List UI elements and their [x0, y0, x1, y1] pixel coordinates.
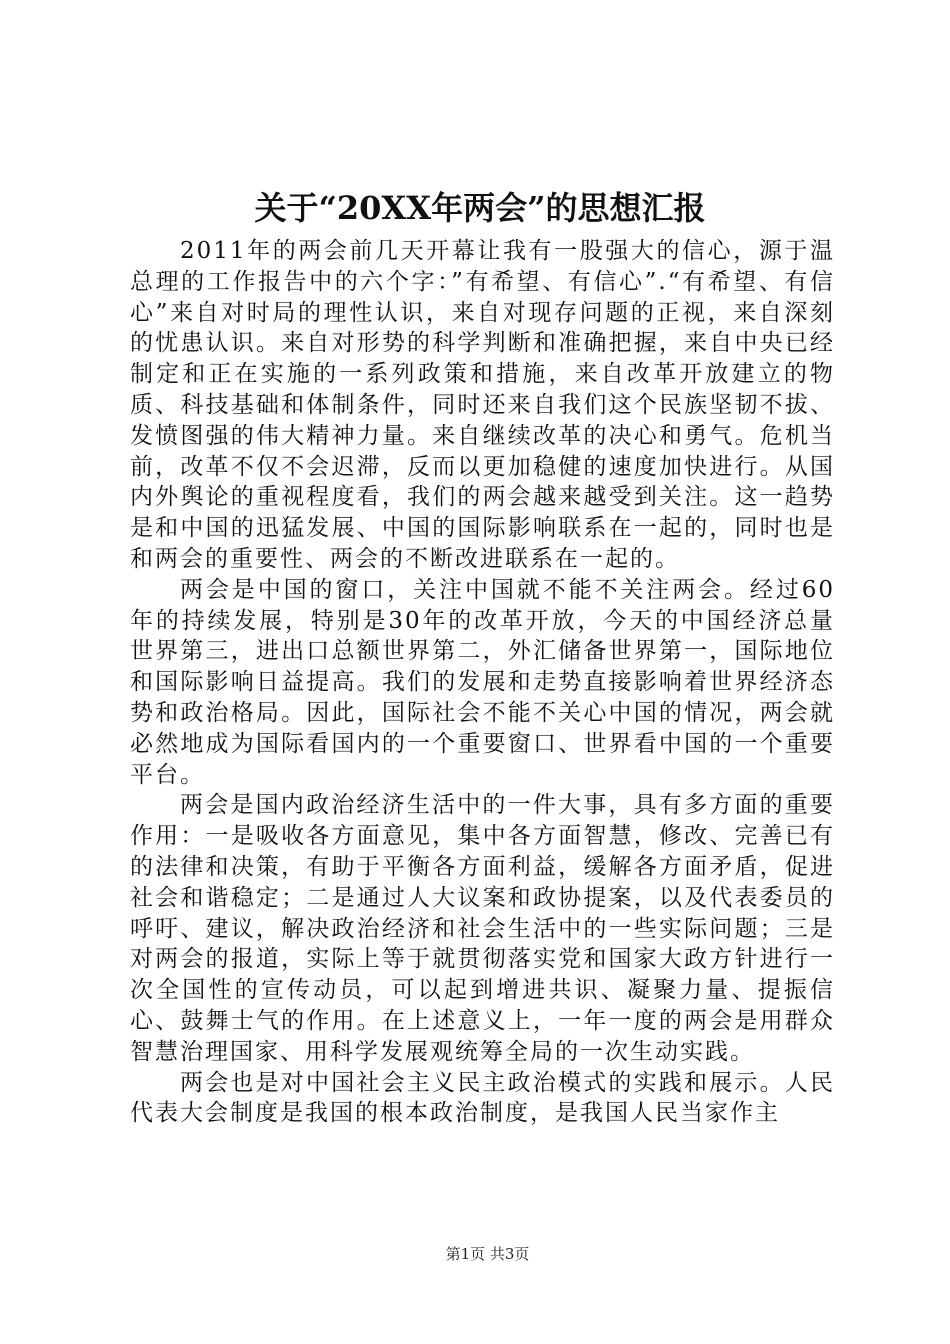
document-body — [130, 236, 835, 1129]
paragraph-4: 两会也是对中国社会主义民主政治模式的实践和展示。人民代表大会制度是我国的根本政治制度，是我国人民当家作主 — [130, 1069, 835, 1127]
paragraph-2: 两会是中国的窗口，关注中国就不能不关注两会。经过60年的持续发展，特别是30年的改革开放，今天的中国经济总量世界第三，进出口总额世界第二，外汇储备世界第一，国际地位和国际影响日益提高。我们的发展和走势直接影响着世界经济态势和政治格局。因此，国际社会不能不关心中国的情况，两会就必然地成为国际看国内的一个重要窗口、世界看中国的一个重要平台。 — [130, 576, 835, 788]
document-title: 关于“20XX年两会”的思想汇报 — [254, 189, 706, 227]
paragraph-1: 2011年的两会前几天开幕让我有一股强大的信心，源于温总理的工作报告中的六个字：”有希望、有信心”.“有希望、有信心”来自对时局的理性认识，来自对现存问题的正视，来自深刻的忧患认识。来自对形势的科学判断和准确把握，来自中央已经制定和正在实施的一系列政策和措施，来自改革开放建立的物质、科技基础和体制条件，同时还来自我们这个民族坚韧不拔、发愤图强的伟大精神力量。来自继续改革的决心和勇气。危机当前，改革不仅不会迟滞，反而以更加稳健的速度加快进行。从国内外舆论的重视程度看，我们的两会越来越受到关注。这一趋势是和中国的迅猛发展、中国的国际影响联系在一起的，同时也是和两会的重要性、两会的不断改进联系在一起的。 — [130, 238, 835, 572]
paragraph-3: 两会是国内政治经济生活中的一件大事，具有多方面的重要作用：一是吸收各方面意见，集中各方面智慧，修改、完善已有的法律和决策，有助于平衡各方面利益，缓解各方面矛盾，促进社会和谐稳定；二是通过人大议案和政协提案，以及代表委员的呼吁、建议，解决政治经济和社会生活中的一些实际问题；三是对两会的报道，实际上等于就贯彻落实党和国家大政方针进行一次全国性的宣传动员，可以起到增进共识、凝聚力量、提振信心、鼓舞士气的作用。在上述意义上，一年一度的两会是用群众智慧治理国家、用科学发展观统筹全局的一次生动实践。 — [130, 792, 835, 1065]
page-number-footer: 第1页 共3页 — [445, 1245, 530, 1263]
